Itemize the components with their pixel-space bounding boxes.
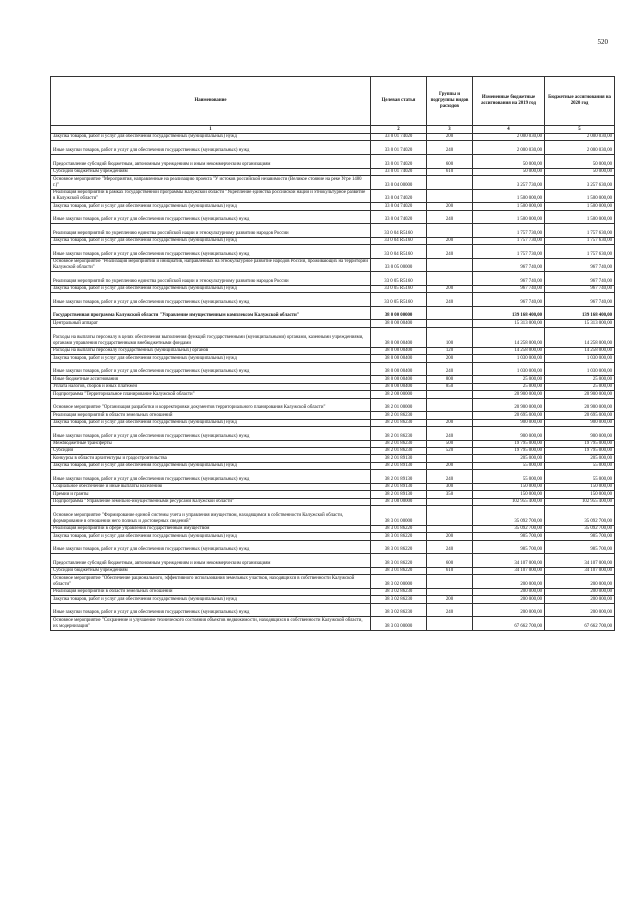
row-target-code-cell: 33 0 04 74020 (371, 210, 427, 224)
row-value-2019-cell: 50 000,00 (473, 154, 545, 168)
row-name-cell: Иные закупки товаров, работ и услуг для обеспечения государственных (муниципальных) нужд (51, 540, 371, 554)
row-value-2020-cell: 67 662 700,00 (545, 617, 615, 631)
row-value-2019-cell: 1 757 730,00 (473, 237, 545, 244)
row-target-code-cell: 38 3 01 86220 (371, 533, 427, 540)
row-expense-group-cell (427, 391, 473, 398)
row-target-code-cell: 38 0 00 00000 (371, 306, 427, 320)
row-value-2019-cell: 985 700,00 (473, 533, 545, 540)
row-expense-group-cell: 850 (427, 383, 473, 390)
table-row (51, 327, 615, 347)
budget-table (50, 76, 615, 631)
row-name-cell: Закупка товаров, работ и услуг для обеспечения государственных (муниципальных) нужд (51, 419, 371, 426)
row-value-2019-cell: 20 900 000,00 (473, 398, 545, 412)
row-value-2020-cell: 200 000,00 (545, 589, 615, 596)
header-allocations-2020: Бюджетные ассигнования на 2020 год (545, 77, 615, 126)
row-value-2019-cell: 1 500 000,00 (473, 203, 545, 210)
row-target-code-cell: 33 0 05 R5160 (371, 293, 427, 307)
row-expense-group-cell: 200 (427, 462, 473, 469)
row-name-cell: Реализация мероприятий в рамках государственной программы Калужской области "Укрепление единства российской нации и этнокультурное развитие в Калужской области" (51, 189, 371, 203)
row-value-2020-cell: 19 795 000,00 (545, 440, 615, 447)
row-target-code-cell: 38 3 02 86230 (371, 589, 427, 596)
row-value-2020-cell: 1 500 000,00 (545, 189, 615, 203)
row-target-code-cell: 38 0 00 00400 (371, 376, 427, 383)
row-name-cell: Премии и гранты (51, 491, 371, 498)
row-target-code-cell: 38 3 02 00000 (371, 575, 427, 589)
row-value-2020-cell: 14 258 000,00 (545, 348, 615, 355)
row-value-2019-cell: 2 000 030,00 (473, 134, 545, 141)
row-expense-group-cell (427, 320, 473, 327)
row-value-2019-cell: 20 900 000,00 (473, 391, 545, 398)
column-number: 4 (473, 126, 545, 134)
table-row (51, 426, 615, 440)
row-value-2019-cell: 967 740,00 (473, 285, 545, 292)
row-expense-group-cell: 240 (427, 426, 473, 440)
row-target-code-cell: 38 2 01 86230 (371, 440, 427, 447)
row-value-2020-cell: 139 168 400,00 (545, 306, 615, 320)
row-value-2020-cell: 50 000,00 (545, 154, 615, 168)
row-value-2020-cell: 20 900 000,00 (545, 391, 615, 398)
row-value-2020-cell: 34 107 000,00 (545, 554, 615, 568)
row-expense-group-cell: 120 (427, 348, 473, 355)
header-changed-2019: Измененные бюджетные ассигнования на 2019 год (473, 77, 545, 126)
row-target-code-cell: 33 0 01 74020 (371, 154, 427, 168)
table-row (51, 617, 615, 631)
table-row (51, 355, 615, 362)
row-target-code-cell: 33 0 04 74020 (371, 203, 427, 210)
row-target-code-cell: 38 0 00 00400 (371, 362, 427, 376)
row-expense-group-cell: 500 (427, 440, 473, 447)
row-name-cell: Закупка товаров, работ и услуг для обеспечения государственных (муниципальных) нужд (51, 596, 371, 603)
row-expense-group-cell: 240 (427, 210, 473, 224)
row-name-cell: Иные бюджетные ассигнования (51, 376, 371, 383)
row-name-cell: Закупка товаров, работ и услуг для обеспечения государственных (муниципальных) нужд (51, 285, 371, 292)
row-value-2020-cell: 2 000 030,00 (545, 134, 615, 141)
row-expense-group-cell: 200 (427, 355, 473, 362)
row-target-code-cell: 33 0 04 74020 (371, 189, 427, 203)
row-expense-group-cell (427, 258, 473, 272)
row-target-code-cell: 38 3 01 00000 (371, 505, 427, 525)
row-name-cell: Иные закупки товаров, работ и услуг для обеспечения государственных (муниципальных) нужд (51, 141, 371, 155)
row-name-cell: Иные закупки товаров, работ и услуг для обеспечения государственных (муниципальных) нужд (51, 362, 371, 376)
row-value-2020-cell: 967 740,00 (545, 293, 615, 307)
row-value-2020-cell: 1 500 000,00 (545, 210, 615, 224)
row-target-code-cell: 38 2 01 86230 (371, 447, 427, 454)
row-value-2020-cell: 967 740,00 (545, 272, 615, 286)
row-name-cell: Иные закупки товаров, работ и услуг для обеспечения государственных (муниципальных) нужд (51, 603, 371, 617)
table-row (51, 596, 615, 603)
row-value-2019-cell: 1 030 000,00 (473, 355, 545, 362)
row-target-code-cell: 33 0 01 74020 (371, 134, 427, 141)
table-row (51, 554, 615, 568)
row-value-2020-cell: 985 700,00 (545, 533, 615, 540)
row-target-code-cell: 33 0 04 R5160 (371, 224, 427, 238)
row-value-2020-cell: 200 000,00 (545, 603, 615, 617)
row-value-2020-cell: 3 257 630,00 (545, 175, 615, 189)
row-name-cell: Субсидии бюджетным учреждениям (51, 568, 371, 575)
table-row (51, 175, 615, 189)
row-value-2019-cell: 967 740,00 (473, 272, 545, 286)
row-value-2019-cell: 1 500 000,00 (473, 189, 545, 203)
table-row (51, 419, 615, 426)
column-number: 5 (545, 126, 615, 134)
row-expense-group-cell: 240 (427, 603, 473, 617)
row-value-2019-cell: 150 000,00 (473, 491, 545, 498)
row-value-2020-cell: 102 955 400,00 (545, 498, 615, 505)
row-value-2020-cell: 50 000,00 (545, 168, 615, 175)
row-name-cell: Закупка товаров, работ и услуг для обеспечения государственных (муниципальных) нужд (51, 203, 371, 210)
table-row (51, 589, 615, 596)
row-name-cell: Основное мероприятие "Сохранение и улучшение технического состояния объектов недвижимости, находящихся в собственности Калужской области, их модернизация" (51, 617, 371, 631)
row-expense-group-cell (427, 498, 473, 505)
row-expense-group-cell (427, 306, 473, 320)
column-number: 1 (51, 126, 371, 134)
table-row (51, 245, 615, 259)
table-row (51, 462, 615, 469)
table-row (51, 483, 615, 490)
row-target-code-cell: 33 0 01 74020 (371, 141, 427, 155)
row-name-cell: Закупка товаров, работ и услуг для обеспечения государственных (муниципальных) нужд (51, 462, 371, 469)
header-row (51, 77, 615, 126)
row-name-cell: Предоставление субсидий бюджетным, автономным учреждениям и иным некоммерческим организациям (51, 554, 371, 568)
row-value-2019-cell: 967 740,00 (473, 293, 545, 307)
row-value-2020-cell: 200 000,00 (545, 575, 615, 589)
row-value-2020-cell: 1 757 630,00 (545, 224, 615, 238)
row-expense-group-cell: 520 (427, 447, 473, 454)
header-name: Наименование (51, 77, 371, 126)
row-value-2020-cell: 1 030 000,00 (545, 362, 615, 376)
row-value-2020-cell: 34 107 000,00 (545, 568, 615, 575)
row-value-2019-cell: 102 955 400,00 (473, 498, 545, 505)
row-expense-group-cell (427, 505, 473, 525)
row-value-2019-cell: 34 107 000,00 (473, 568, 545, 575)
row-name-cell: Иные закупки товаров, работ и услуг для обеспечения государственных (муниципальных) нужд (51, 426, 371, 440)
row-expense-group-cell (427, 526, 473, 533)
row-name-cell: Закупка товаров, работ и услуг для обеспечения государственных (муниципальных) нужд (51, 237, 371, 244)
row-name-cell: Предоставление субсидий бюджетным, автономным учреждениям и иным некоммерческим организациям (51, 154, 371, 168)
table-row (51, 320, 615, 327)
row-name-cell: Закупка товаров, работ и услуг для обеспечения государственных (муниципальных) нужд (51, 355, 371, 362)
row-target-code-cell: 38 2 00 00000 (371, 391, 427, 398)
row-value-2019-cell: 1 757 730,00 (473, 224, 545, 238)
row-value-2020-cell: 967 740,00 (545, 285, 615, 292)
row-expense-group-cell (427, 272, 473, 286)
row-value-2019-cell: 139 168 400,00 (473, 306, 545, 320)
row-expense-group-cell (427, 575, 473, 589)
row-expense-group-cell: 610 (427, 568, 473, 575)
row-value-2020-cell: 1 500 000,00 (545, 203, 615, 210)
row-name-cell: Субсидии (51, 447, 371, 454)
row-name-cell: Иные закупки товаров, работ и услуг для обеспечения государственных (муниципальных) нужд (51, 470, 371, 484)
row-name-cell: Реализация мероприятий по укреплению единства российской нации и этнокультурному развитию народов России (51, 224, 371, 238)
row-value-2019-cell: 200 000,00 (473, 575, 545, 589)
table-row (51, 134, 615, 141)
table-row (51, 505, 615, 525)
row-value-2019-cell: 25 000,00 (473, 376, 545, 383)
row-expense-group-cell (427, 175, 473, 189)
row-target-code-cell: 38 2 01 86230 (371, 426, 427, 440)
row-name-cell: Основное мероприятие "Организация разработки и корректировки документов территориального планирования Калужской области" (51, 398, 371, 412)
row-target-code-cell: 33 0 04 00000 (371, 175, 427, 189)
header-target-article: Целевая статья (371, 77, 427, 126)
table-row (51, 383, 615, 390)
row-value-2020-cell: 900 000,00 (545, 419, 615, 426)
table-row (51, 203, 615, 210)
row-value-2020-cell: 967 740,00 (545, 258, 615, 272)
row-value-2019-cell: 3 257 730,00 (473, 175, 545, 189)
row-name-cell: Подпрограмма "Территориальное планирование Калужской области" (51, 391, 371, 398)
table-row (51, 447, 615, 454)
table-row (51, 237, 615, 244)
row-value-2020-cell: 55 000,00 (545, 462, 615, 469)
column-number: 3 (427, 126, 473, 134)
column-number-row (51, 126, 615, 134)
row-value-2019-cell: 967 740,00 (473, 258, 545, 272)
row-target-code-cell: 33 0 05 R5160 (371, 285, 427, 292)
row-value-2020-cell: 25 000,00 (545, 376, 615, 383)
row-target-code-cell: 33 0 04 R5160 (371, 237, 427, 244)
row-name-cell: Субсидии бюджетным учреждениям (51, 168, 371, 175)
row-name-cell: Конкурсы в области архитектуры и градостроительства (51, 455, 371, 462)
table-row (51, 362, 615, 376)
row-expense-group-cell (427, 398, 473, 412)
row-value-2019-cell: 200 000,00 (473, 589, 545, 596)
row-value-2019-cell: 900 000,00 (473, 426, 545, 440)
row-target-code-cell: 38 3 01 86220 (371, 526, 427, 533)
table-row (51, 258, 615, 272)
row-name-cell: Реализация мероприятий по укреплению единства российской нации и этнокультурному развитию народов России (51, 272, 371, 286)
table-row (51, 498, 615, 505)
row-target-code-cell: 38 0 00 00400 (371, 327, 427, 347)
row-value-2019-cell: 50 000,00 (473, 168, 545, 175)
table-row (51, 285, 615, 292)
row-expense-group-cell: 200 (427, 596, 473, 603)
row-value-2020-cell: 900 000,00 (545, 426, 615, 440)
table-row (51, 306, 615, 320)
row-target-code-cell: 38 3 03 00000 (371, 617, 427, 631)
row-expense-group-cell: 200 (427, 134, 473, 141)
row-target-code-cell: 38 0 00 00400 (371, 320, 427, 327)
row-expense-group-cell: 350 (427, 491, 473, 498)
row-target-code-cell: 33 0 05 R5160 (371, 272, 427, 286)
row-value-2019-cell: 25 000,00 (473, 383, 545, 390)
row-value-2019-cell: 67 662 700,00 (473, 617, 545, 631)
row-value-2019-cell: 14 258 000,00 (473, 348, 545, 355)
table-row (51, 568, 615, 575)
row-expense-group-cell: 100 (427, 327, 473, 347)
row-name-cell: Реализация мероприятий в сфере управления государственным имуществом (51, 526, 371, 533)
row-expense-group-cell (427, 189, 473, 203)
row-name-cell: Межбюджетные трансферты (51, 440, 371, 447)
table-row (51, 470, 615, 484)
row-name-cell: Расходы на выплаты персоналу государственных (муниципальных) органов (51, 348, 371, 355)
table-row (51, 533, 615, 540)
row-target-code-cell: 38 3 01 86220 (371, 540, 427, 554)
row-value-2019-cell: 2 000 030,00 (473, 141, 545, 155)
row-value-2019-cell: 14 258 000,00 (473, 327, 545, 347)
row-expense-group-cell (427, 412, 473, 419)
row-value-2020-cell: 985 700,00 (545, 540, 615, 554)
header-expense-group: Группы и подгруппы видов расходов (427, 77, 473, 126)
row-target-code-cell: 38 3 02 86230 (371, 603, 427, 617)
column-number: 2 (371, 126, 427, 134)
row-target-code-cell: 38 2 01 89130 (371, 491, 427, 498)
table-row (51, 540, 615, 554)
row-target-code-cell: 38 3 00 00000 (371, 498, 427, 505)
row-value-2019-cell: 55 000,00 (473, 470, 545, 484)
table-row (51, 210, 615, 224)
row-value-2019-cell: 20 695 000,00 (473, 412, 545, 419)
row-target-code-cell: 38 3 01 86220 (371, 554, 427, 568)
row-name-cell: Основное мероприятие "Обеспечение рационального, эффективного использования земельных участков, находящихся в собственности Калужской области" (51, 575, 371, 589)
row-expense-group-cell: 200 (427, 533, 473, 540)
row-value-2019-cell: 15 313 000,00 (473, 320, 545, 327)
row-target-code-cell: 38 2 01 86230 (371, 419, 427, 426)
row-value-2020-cell: 15 313 000,00 (545, 320, 615, 327)
row-value-2020-cell: 150 000,00 (545, 491, 615, 498)
row-name-cell: Подпрограмма "Управление земельно-имущественными ресурсами Калужской области" (51, 498, 371, 505)
row-value-2020-cell: 1 030 000,00 (545, 355, 615, 362)
row-target-code-cell: 38 3 02 86230 (371, 596, 427, 603)
row-name-cell: Расходы на выплаты персоналу в целях обеспечения выполнения функций государственными (муниципальными) органами, казенными учреждениями, органами управления государственными внебюджетными фондами (51, 327, 371, 347)
row-target-code-cell: 38 2 01 86230 (371, 412, 427, 419)
row-name-cell: Основное мероприятие "Мероприятия, направленные на реализацию проекта "У истоков российской незавимости (Великое стояние на реке Угре 1480 г.)" (51, 175, 371, 189)
row-value-2020-cell: 20 900 000,00 (545, 398, 615, 412)
row-name-cell: Основное мероприятие "Формирование единой системы учета и управления имуществом, находящимся в собственности Калужской области, формирование в отношении него полных и достоверных сведений" (51, 505, 371, 525)
row-name-cell: Закупка товаров, работ и услуг для обеспечения государственных (муниципальных) нужд (51, 134, 371, 141)
row-value-2020-cell: 14 258 000,00 (545, 327, 615, 347)
row-expense-group-cell: 240 (427, 245, 473, 259)
row-expense-group-cell: 600 (427, 554, 473, 568)
table-row (51, 141, 615, 155)
table-row (51, 376, 615, 383)
row-name-cell: Реализация мероприятий в области земельных отношений (51, 589, 371, 596)
row-value-2020-cell: 1 757 630,00 (545, 237, 615, 244)
row-value-2020-cell: 20 695 000,00 (545, 412, 615, 419)
row-expense-group-cell: 200 (427, 203, 473, 210)
row-name-cell: Иные закупки товаров, работ и услуг для обеспечения государственных (муниципальных) нужд (51, 293, 371, 307)
row-value-2020-cell: 35 092 700,00 (545, 526, 615, 533)
row-target-code-cell: 38 3 01 86220 (371, 568, 427, 575)
row-value-2019-cell: 35 092 700,00 (473, 526, 545, 533)
row-value-2020-cell: 1 757 630,00 (545, 245, 615, 259)
row-value-2019-cell: 1 500 000,00 (473, 210, 545, 224)
table-row (51, 168, 615, 175)
row-value-2019-cell: 1 030 000,00 (473, 362, 545, 376)
row-name-cell: Центральный аппарат (51, 320, 371, 327)
table-row (51, 575, 615, 589)
row-expense-group-cell: 240 (427, 141, 473, 155)
row-expense-group-cell: 600 (427, 154, 473, 168)
row-expense-group-cell: 200 (427, 237, 473, 244)
row-expense-group-cell (427, 455, 473, 462)
row-target-code-cell: 33 0 01 74020 (371, 168, 427, 175)
table-row (51, 398, 615, 412)
table-row (51, 603, 615, 617)
row-value-2019-cell: 55 000,00 (473, 462, 545, 469)
row-value-2019-cell: 19 795 000,00 (473, 440, 545, 447)
row-value-2019-cell: 205 000,00 (473, 455, 545, 462)
row-target-code-cell: 38 2 01 89130 (371, 483, 427, 490)
table-row (51, 189, 615, 203)
row-expense-group-cell: 800 (427, 376, 473, 383)
row-expense-group-cell: 300 (427, 483, 473, 490)
row-target-code-cell: 38 0 00 00400 (371, 355, 427, 362)
row-name-cell: Реализация мероприятий в области земельных отношений (51, 412, 371, 419)
table-row (51, 293, 615, 307)
table-row (51, 412, 615, 419)
row-target-code-cell: 38 2 01 00000 (371, 398, 427, 412)
row-value-2019-cell: 34 107 000,00 (473, 554, 545, 568)
row-value-2019-cell: 985 700,00 (473, 540, 545, 554)
row-value-2020-cell: 205 000,00 (545, 455, 615, 462)
row-expense-group-cell: 240 (427, 293, 473, 307)
row-name-cell: Иные закупки товаров, работ и услуг для обеспечения государственных (муниципальных) нужд (51, 245, 371, 259)
table-row (51, 348, 615, 355)
table-row (51, 272, 615, 286)
row-expense-group-cell (427, 589, 473, 596)
table-row (51, 491, 615, 498)
row-target-code-cell: 33 0 04 R5160 (371, 245, 427, 259)
row-expense-group-cell: 240 (427, 470, 473, 484)
row-expense-group-cell: 240 (427, 362, 473, 376)
row-expense-group-cell: 200 (427, 285, 473, 292)
row-target-code-cell: 38 2 01 89130 (371, 455, 427, 462)
row-value-2019-cell: 1 757 730,00 (473, 245, 545, 259)
row-value-2019-cell: 19 795 000,00 (473, 447, 545, 454)
row-target-code-cell: 38 0 00 00400 (371, 348, 427, 355)
row-expense-group-cell (427, 224, 473, 238)
row-value-2019-cell: 150 000,00 (473, 483, 545, 490)
row-expense-group-cell: 610 (427, 168, 473, 175)
row-value-2020-cell: 200 000,00 (545, 596, 615, 603)
row-value-2020-cell: 150 000,00 (545, 483, 615, 490)
table-row (51, 455, 615, 462)
row-target-code-cell: 33 0 05 00000 (371, 258, 427, 272)
row-name-cell: Государственная программа Калужской области "Управление имущественным комплексом Калужской области" (51, 306, 371, 320)
row-value-2019-cell: 900 000,00 (473, 419, 545, 426)
row-value-2020-cell: 35 092 700,00 (545, 505, 615, 525)
row-target-code-cell: 38 0 00 00400 (371, 383, 427, 390)
table-row (51, 154, 615, 168)
row-name-cell: Социальное обеспечение и иные выплаты населению (51, 483, 371, 490)
row-name-cell: Основное мероприятие "Реализация мероприятий и инициатив, направленных на этнокультурное развитие народов России, проживающих на территории Калужской области" (51, 258, 371, 272)
row-value-2020-cell: 55 000,00 (545, 470, 615, 484)
row-expense-group-cell: 240 (427, 540, 473, 554)
row-name-cell: Иные закупки товаров, работ и услуг для обеспечения государственных (муниципальных) нужд (51, 210, 371, 224)
table-row (51, 391, 615, 398)
row-value-2020-cell: 19 795 000,00 (545, 447, 615, 454)
row-value-2020-cell: 2 000 030,00 (545, 141, 615, 155)
row-value-2019-cell: 200 000,00 (473, 603, 545, 617)
row-name-cell: Уплата налогов, сборов и иных платежей (51, 383, 371, 390)
row-expense-group-cell: 200 (427, 419, 473, 426)
row-target-code-cell: 38 2 01 89130 (371, 462, 427, 469)
row-value-2019-cell: 200 000,00 (473, 596, 545, 603)
row-target-code-cell: 38 2 01 89130 (371, 470, 427, 484)
table-row (51, 526, 615, 533)
row-value-2020-cell: 25 000,00 (545, 383, 615, 390)
row-value-2019-cell: 35 092 700,00 (473, 505, 545, 525)
page-number: 520 (597, 38, 608, 46)
table-row (51, 224, 615, 238)
row-expense-group-cell (427, 617, 473, 631)
row-name-cell: Закупка товаров, работ и услуг для обеспечения государственных (муниципальных) нужд (51, 533, 371, 540)
table-row (51, 440, 615, 447)
